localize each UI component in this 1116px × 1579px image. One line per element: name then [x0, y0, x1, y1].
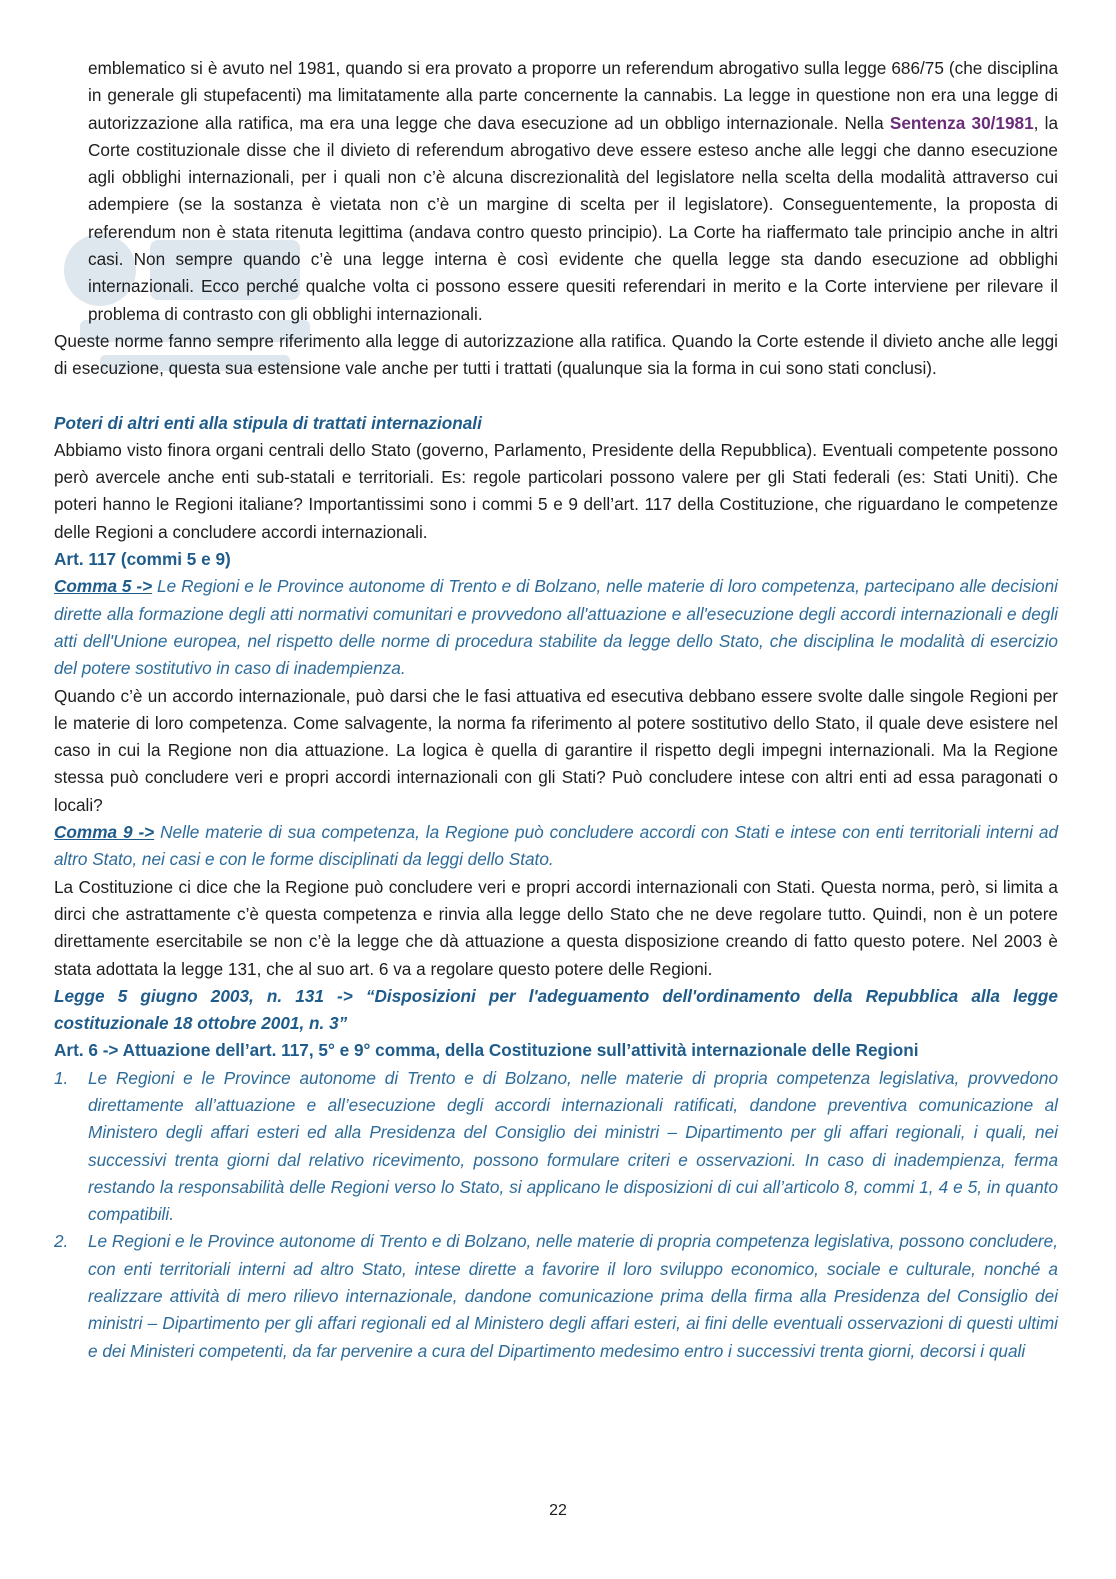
paragraph-constitution: La Costituzione ci dice che la Regione può concludere veri e propri accordi internazionali con Stati. Questa norma, però, si limita a dirci che astrattamente c’è questa competenza e rinvia alla legge dello Stato che ne deve regolare tutto. Quindi, non è un potere direttamente esercitabile se non c’è la legge che dà attuazione a questa disposizione creando di fatto questo potere. Nel 2003 è stata adottata la legge 131, che al suo art. 6 va a regolare questo potere delle Regioni. [54, 876, 1058, 979]
paragraph-other-entities: Abbiamo visto finora organi centrali dello Stato (governo, Parlamento, Presidente della Repubblica). Eventuali competente possono però avercele anche enti sub-statali e territoriali. Es: regole particolari possono valere per gli Stati federali (es: Stati Uniti). Che poteri hanno le Regioni italiane? Importantissimi sono i commi 5 e 9 dell’art. 117 della Costituzione, che riguardano le competenze delle Regioni a concludere accordi internazionali. [54, 439, 1058, 542]
sentenza-reference: Sentenza 30/1981 [889, 112, 1034, 133]
article-6-heading: Art. 6 -> Attuazione dell’art. 117, 5° e 9° comma, della Costituzione sull’attività internazionale delle Regioni [54, 1040, 919, 1061]
comma-9-text: Nelle materie di sua competenza, la Regione può concludere accordi con Stati e intese con enti territoriali interni ad altro Stato, nei casi e con le forme disciplinati da leggi dello Stato. [54, 822, 1058, 870]
section-heading: Poteri di altri enti alla stipula di trattati internazionali [54, 412, 482, 433]
list-item-text: Le Regioni e le Province autonome di Trento e di Bolzano, nelle materie di propria competenza legislativa, provvedono direttamente all’attuazione e all’esecuzione degli accordi internazionali ratificati, dandone preventiva comunicazione al Ministero degli affari esteri ed alla Presidenza del Consiglio dei ministri – Dipartimento per gli affari regionali, i quali, nei successivi trenta giorni dal relativo ricevimento, possono formulare criteri e osservazioni. In caso di inadempienza, ferma restando la responsabilità delle Regioni verso lo Stato, si applicano le disposizioni di cui all’articolo 8, commi 1, 4 e 5, in quanto compatibili. [88, 1067, 1058, 1225]
comma-5-label: Comma 5 -> [54, 576, 153, 597]
paragraph-international-agreement: Quando c’è un accordo internazionale, può darsi che le fasi attuativa ed esecutiva debbano essere svolte dalle singole Regioni per le materie di loro competenza. Come salvagente, la norma fa riferimento al potere sostitutivo dello Stato, il quale deve esistere nel caso in cui la Regione non dia attuazione. La logica è quella di garantire il rispetto degli impegni internazionali. Ma la Regione stessa può concludere veri e propri accordi internazionali con gli Stati? Può concludere intese con altri enti ad essa paragonati o locali? [54, 685, 1058, 815]
document-body [54, 55, 1058, 1365]
list-item-text: Le Regioni e le Province autonome di Trento e di Bolzano, nelle materie di propria competenza legislativa, possono concludere, con enti territoriali interni ad altro Stato, intese dirette a favorire il loro sviluppo economico, sociale e culturale, nonché a realizzare attività di mero rilievo internazionale, dandone comunicazione prima della firma alla Presidenza del Consiglio dei ministri – Dipartimento per gli affari regionali ed al Ministero degli affari esteri, ai fini delle eventuali osservazioni di questi ultimi e dei Ministeri competenti, da far pervenire a cura del Dipartimento medesimo entro i successivi trenta giorni, decorsi i quali [88, 1231, 1058, 1361]
article-6-list [54, 1065, 1058, 1365]
law-title: Legge 5 giugno 2003, n. 131 -> “Disposizioni per l'adeguamento dell'ordinamento della Repubblica alla legge costituzionale 18 ottobre 2001, n. 3” [54, 985, 1058, 1034]
list-item [54, 1228, 1058, 1364]
comma-9-block [54, 819, 1058, 874]
paragraph-referendum-example: emblematico si è avuto nel 1981, quando si era provato a proporre un referendum abrogativo sulla legge 686/75 (che disciplina in generale gli stupefacenti) ma limitatamente alla parte concernente la cannabis. La legge in questione non era una legge di autorizzazione alla ratifica, ma era una legge che dava esecuzione ad un obbligo internazionale. Nella Sentenza 30/1981, la Corte costituzionale disse che il divieto di referendum abrogativo deve essere esteso anche alle leggi che danno esecuzione agli obblighi internazionali, per i quali non c’è alcuna discrezionalità del legislatore nella scelta della modalità attraverso cui adempiere (se la sostanza è vietata non c’è un margine di scelta per il legislatore). Conseguentemente, la proposta di referendum non è stata ritenuta legittima (andava contro questo principio). La Corte ha riaffermato tale principio anche in altri casi. Non sempre quando c’è una legge interna è così evidente che quella legge sta dando esecuzione ad obblighi internazionali. Ecco perché qualche volta ci possono essere quesiti referendari in merito e la Corte interviene per rilevare il problema di contrasto con gli obblighi internazionali. [88, 58, 1059, 324]
page-number: 22 [549, 1502, 567, 1519]
article-117-heading: Art. 117 (commi 5 e 9) [54, 549, 231, 570]
list-item [54, 1065, 1058, 1229]
list-item-number: 2. [54, 1231, 69, 1252]
comma-5-block [54, 573, 1058, 682]
paragraph-norms-reference: Queste norme fanno sempre riferimento alla legge di autorizzazione alla ratifica. Quando la Corte estende il divieto anche alle leggi di esecuzione, questa sua estensione vale anche per tutti i trattati (qualunque sia la forma in cui sono stati conclusi). [54, 330, 1058, 379]
comma-9-label: Comma 9 -> [54, 822, 155, 843]
list-item-number: 1. [54, 1067, 69, 1088]
comma-5-text: Le Regioni e le Province autonome di Trento e di Bolzano, nelle materie di loro competenza, partecipano alle decisioni dirette alla formazione degli atti normativi comunitari e provvedono all'attuazione e all'esecuzione degli accordi internazionali e degli atti dell'Unione europea, nel rispetto delle norme di procedura stabilite da legge dello Stato, che disciplina le modalità di esercizio del potere sostitutivo in caso di inadempienza. [54, 576, 1058, 679]
spacer [54, 383, 1058, 410]
